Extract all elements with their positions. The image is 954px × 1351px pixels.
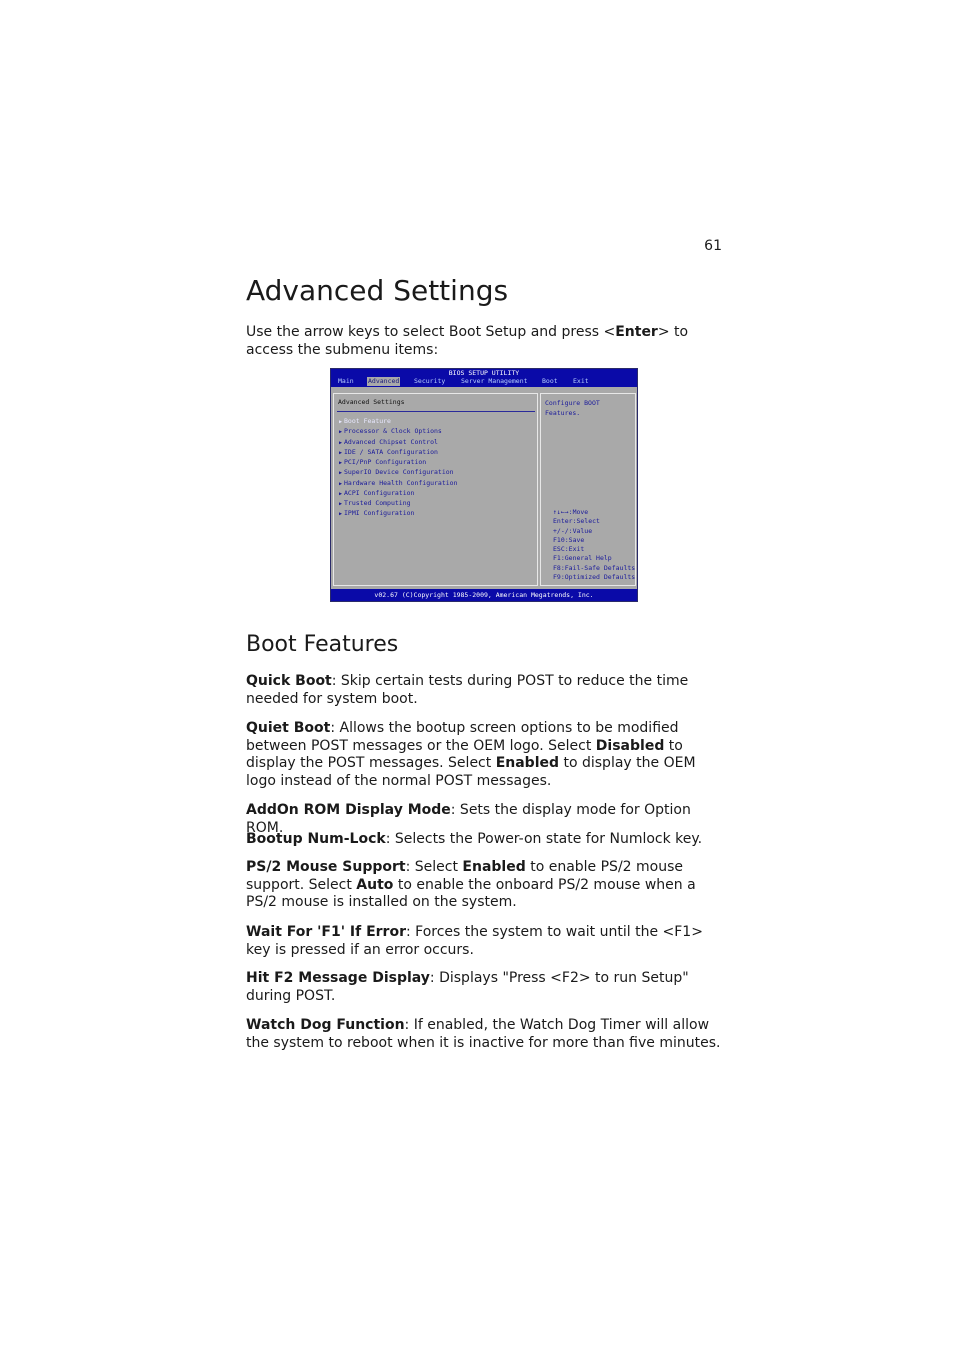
feature-desc: : Displays "Press <F2> to run Setup" during POST. [246,970,689,1004]
triangle-right-icon: ▶ [339,429,343,436]
bios-menu-server-management[interactable]: Server Management [461,377,528,385]
triangle-right-icon: ▶ [339,490,343,497]
bios-footer: v02.67 (C)Copyright 1985-2009, American Megatrends, Inc. [331,589,637,601]
bios-menu-exit[interactable]: Exit [573,377,589,385]
bios-submenu-list [339,417,458,520]
bios-help-text [545,399,631,418]
bios-divider [337,411,535,412]
bios-item-chipset[interactable]: ▶ Advanced Chipset Control [339,437,438,446]
bios-help-line: Features. [545,408,581,417]
triangle-right-icon: ▶ [339,449,343,456]
section-heading: Boot Features [246,632,399,657]
feature-hit-f2 [246,970,726,1005]
bios-key-legend [553,508,635,582]
bios-key-optimized: F9:Optimized Defaults [553,572,636,581]
bios-key-exit: ESC:Exit [553,545,585,553]
bios-item-trusted-computing[interactable]: ▶ Trusted Computing [339,499,411,507]
feature-ps2-mouse: PS/2 Mouse Support: Select Enabled to enable PS/2 mouse support. Select Auto to enable the onboard PS/2 mouse when a PS/2 mouse is installed on the system. [246,859,696,911]
triangle-right-icon: ▶ [339,460,343,466]
bios-key-help: F1:General Help [553,554,612,563]
bios-key-move: ↑↓←→:Move [553,508,589,516]
bios-item-superio[interactable]: ▶ SuperIO Device Configuration [339,468,454,477]
triangle-right-icon: ▶ [339,419,343,425]
feature-term: Wait For 'F1' If Error [246,924,406,940]
bios-title: BIOS SETUP UTILITY [331,369,637,377]
bios-menubar [331,377,637,387]
intro-text-post: > to access the submenu items: [246,324,689,358]
feature-quiet-boot: Quiet Boot: Allows the bootup screen options to be modified between POST messages or the OEM logo. Select Disabled to display the POST messages. Select Enabled to display the OEM logo instead of the normal POST messages. [246,720,696,789]
feature-desc: : Skip certain tests during POST to reduce the time needed for system boot. [246,673,689,707]
feature-num-lock [246,831,726,849]
bios-menu-boot[interactable]: Boot [542,377,558,385]
bios-key-save: F10:Save [553,535,585,544]
feature-watch-dog [246,1017,726,1052]
feature-term: PS/2 Mouse Support [246,859,406,875]
feature-desc: : Sets the display mode for Option ROM. [246,802,691,836]
bios-key-select: Enter:Select [553,517,600,526]
feature-term: Bootup Num-Lock [246,831,386,847]
bios-screenshot [330,368,638,602]
page-number: 61 [704,238,722,254]
triangle-right-icon: ▶ [339,439,343,446]
feature-term: Hit F2 Message Display [246,970,430,986]
bios-item-hardware-health[interactable]: ▶ Hardware Health Configuration [339,478,458,487]
bios-key-failsafe: F8:Fail-Safe Defaults [553,563,636,572]
bios-menu-security[interactable]: Security [414,377,446,385]
feature-desc: : Selects the Power-on state for Numlock key. [385,831,703,847]
intro-key: Enter [615,324,658,340]
feature-wait-f1 [246,924,726,959]
bios-item-acpi[interactable]: ▶ ACPI Configuration [339,488,415,497]
feature-term: Quiet Boot [246,720,331,736]
feature-quick-boot [246,673,726,708]
bios-item-boot-feature[interactable]: ▶ Boot Feature [339,417,391,425]
feature-desc: : Forces the system to wait until the <F1> key is pressed if an error occurs. [246,924,703,958]
page-title: Advanced Settings [246,274,509,307]
intro-paragraph [246,324,726,359]
feature-term: Quick Boot [246,673,332,689]
bios-help-panel [540,393,636,586]
triangle-right-icon: ▶ [339,470,343,477]
bios-help-line: Configure BOOT [545,399,600,407]
triangle-right-icon: ▶ [339,511,343,518]
bios-menu-advanced[interactable]: Advanced [368,377,400,385]
bios-item-processor-clock[interactable]: ▶ Processor & Clock Options [339,427,442,436]
triangle-right-icon: ▶ [339,480,343,487]
bios-item-pci-pnp[interactable]: ▶ PCI/PnP Configuration [339,458,427,466]
bios-key-value: +/-/:Value [553,526,593,535]
intro-text-pre: Use the arrow keys to select Boot Setup and press < [246,324,616,340]
feature-term: AddOn ROM Display Mode [246,802,451,818]
triangle-right-icon: ▶ [339,501,343,507]
bios-item-ide-sata[interactable]: ▶ IDE / SATA Configuration [339,447,438,456]
feature-term: Watch Dog Function [246,1017,405,1033]
feature-desc: : If enabled, the Watch Dog Timer will allow the system to reboot when it is inactive for more than five minutes. [246,1017,721,1051]
bios-options-panel [333,393,538,586]
bios-item-ipmi[interactable]: ▶ IPMI Configuration [339,509,415,518]
bios-panel-title: Advanced Settings [338,398,405,406]
bios-menu-main[interactable]: Main [338,377,354,385]
